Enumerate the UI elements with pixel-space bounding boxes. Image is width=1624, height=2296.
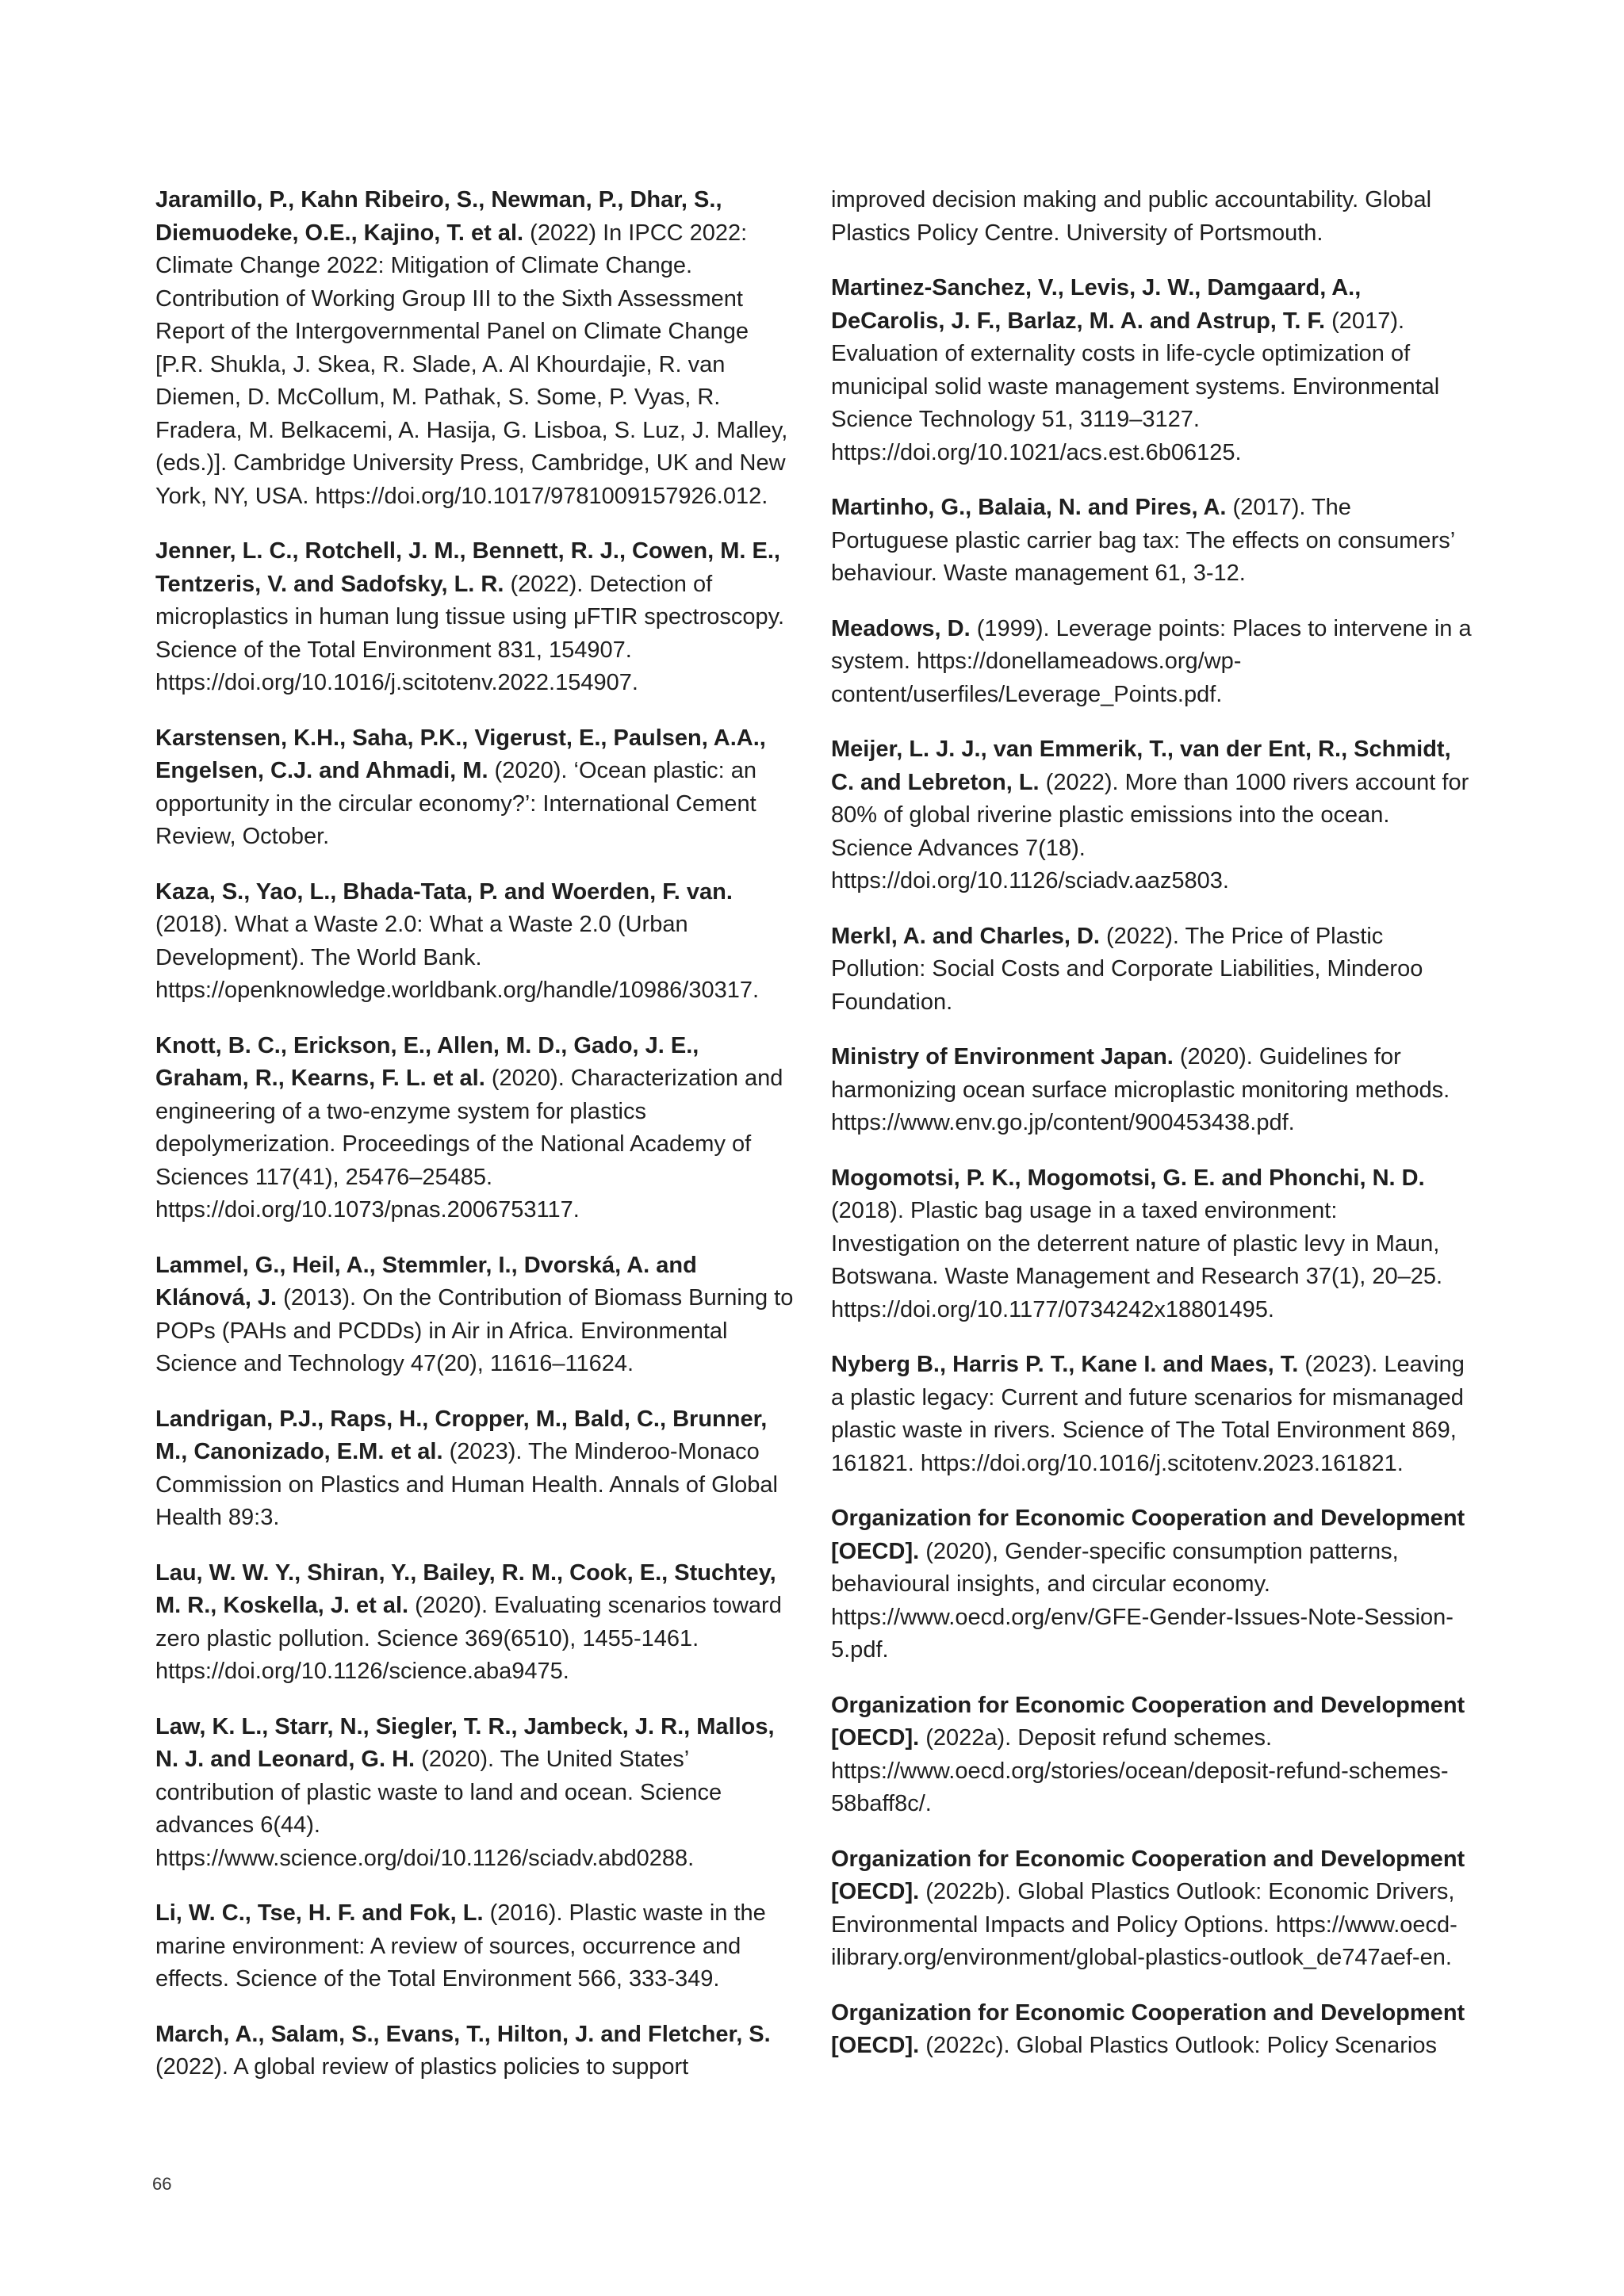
reference-authors: Nyberg B., Harris P. T., Kane I. and Maes, T. xyxy=(831,1352,1299,1377)
reference-entry xyxy=(831,1997,1472,2063)
reference-details: (2020), Gender-specific consumption patterns, behavioural insights, and circular economy. https://www.oecd.org/env/GFE-Gender-Issues-Note-Session-5.pdf. xyxy=(831,1538,1454,1663)
reference-entry xyxy=(155,1030,796,1227)
reference-entry xyxy=(831,184,1472,250)
reference-entry xyxy=(831,1502,1472,1667)
reference-entry xyxy=(155,184,796,513)
reference-entry xyxy=(155,535,796,700)
reference-authors: Organization for Economic Cooperation and Development [OECD]. xyxy=(831,1999,1465,2058)
reference-authors: Merkl, A. and Charles, D. xyxy=(831,923,1100,949)
reference-details: (2017). The Portuguese plastic carrier bag tax: The effects on consumers’ behaviour. Waste management 61, 3-12. xyxy=(831,495,1455,586)
reference-details: (2022c). Global Plastics Outlook: Policy Scenarios xyxy=(919,2033,1437,2058)
reference-authors: March, A., Salam, S., Evans, T., Hilton, J. and Fletcher, S. xyxy=(155,2021,771,2047)
reference-entry xyxy=(155,876,796,1008)
reference-authors: Organization for Economic Cooperation and Development [OECD]. xyxy=(831,1846,1465,1904)
reference-authors: Lau, W. W. Y., Shiran, Y., Bailey, R. M., Cook, E., Stuchtey, M. R., Koskella, J. et al. xyxy=(155,1559,776,1618)
reference-entry xyxy=(155,1897,796,1996)
reference-entry xyxy=(831,1162,1472,1327)
reference-entry xyxy=(831,1843,1472,1975)
reference-entry xyxy=(155,1249,796,1381)
reference-details: (2018). Plastic bag usage in a taxed environment: Investigation on the deterrent nature of plastic levy in Maun, Botswana. Waste Management and Research 37(1), 20–25. https://doi.org/10.1177/0734242x18801495. xyxy=(831,1198,1443,1322)
reference-authors: Li, W. C., Tse, H. F. and Fok, L. xyxy=(155,1900,484,1926)
reference-authors: Jaramillo, P., Kahn Ribeiro, S., Newman, P., Dhar, S., Diemuodeke, O.E., Kajino, T. et al. xyxy=(155,187,722,246)
reference-entry xyxy=(831,272,1472,469)
reference-authors: Karstensen, K.H., Saha, P.K., Vigerust, E., Paulsen, A.A., Engelsen, C.J. and Ahmadi, M. xyxy=(155,725,766,783)
reference-authors: Jenner, L. C., Rotchell, J. M., Bennett, R. J., Cowen, M. E., Tentzeris, V. and Sadofsky, L. R. xyxy=(155,538,780,597)
reference-entry xyxy=(155,1711,796,1876)
reference-entry xyxy=(831,492,1472,591)
reference-authors: Landrigan, P.J., Raps, H., Cropper, M., Bald, C., Brunner, M., Canonizado, E.M. et al. xyxy=(155,1406,768,1464)
reference-entry xyxy=(831,613,1472,712)
reference-entry xyxy=(831,733,1472,898)
reference-authors: Organization for Economic Cooperation and Development [OECD]. xyxy=(831,1692,1465,1751)
reference-details: (2022). The Price of Plastic Pollution: Social Costs and Corporate Liabilities, Minderoo Foundation. xyxy=(831,923,1423,1015)
references-right-column xyxy=(831,184,1472,2085)
references-left-column xyxy=(155,184,796,2107)
reference-details: (2020). ‘Ocean plastic: an opportunity in the circular economy?’: International Cement Review, October. xyxy=(155,758,757,849)
reference-details: (2013). On the Contribution of Biomass Burning to POPs (PAHs and PCDDs) in Air in Africa. Environmental Science and Technology 47(20), 11616–11624. xyxy=(155,1285,794,1376)
reference-entry xyxy=(831,1041,1472,1140)
reference-authors: Ministry of Environment Japan. xyxy=(831,1044,1174,1070)
reference-details: (2020). Characterization and engineering of a two-enzyme system for plastics depolymerization. Proceedings of the National Academy of Sciences 117(41), 25476–25485. https://doi.org/10.1073/pnas.2006753117. xyxy=(155,1066,783,1223)
reference-entry xyxy=(831,1349,1472,1480)
reference-authors: Meadows, D. xyxy=(831,615,971,641)
reference-details: (2023). Leaving a plastic legacy: Current and future scenarios for mismanaged plastic waste in rivers. Science of The Total Environment 869, 161821. https://doi.org/10.1016/j.scitotenv.2023.161821. xyxy=(831,1352,1465,1476)
reference-details: (2016). Plastic waste in the marine environment: A review of sources, occurrence and effects. Science of the Total Environment 566, 333-349. xyxy=(155,1900,766,1992)
reference-entry xyxy=(155,2019,796,2084)
reference-details: (2020). Guidelines for harmonizing ocean surface microplastic monitoring methods. https://www.env.go.jp/content/900453438.pdf. xyxy=(831,1044,1450,1135)
reference-authors: Knott, B. C., Erickson, E., Allen, M. D., Gado, J. E., Graham, R., Kearns, F. L. et al. xyxy=(155,1032,699,1091)
reference-entry xyxy=(155,1403,796,1535)
page-number: 66 xyxy=(152,2174,172,2194)
reference-entry xyxy=(831,920,1472,1020)
reference-authors: Martinho, G., Balaia, N. and Pires, A. xyxy=(831,495,1227,520)
reference-authors: Martinez-Sanchez, V., Levis, J. W., Damgaard, A., DeCarolis, J. F., Barlaz, M. A. and Astrup, T. F. xyxy=(831,275,1362,334)
reference-details: (2022). Detection of microplastics in human lung tissue using μFTIR spectroscopy. Science of the Total Environment 831, 154907. https://doi.org/10.1016/j.scitotenv.2022.154907. xyxy=(155,571,785,695)
reference-authors: Law, K. L., Starr, N., Siegler, T. R., Jambeck, J. R., Mallos, N. J. and Leonard, G. H. xyxy=(155,1713,775,1772)
reference-details: (2022). A global review of plastics policies to support xyxy=(155,2054,689,2080)
reference-details: improved decision making and public accountability. Global Plastics Policy Centre. University of Portsmouth. xyxy=(831,187,1432,246)
reference-authors: Lammel, G., Heil, A., Stemmler, I., Dvorská, A. and Klánová, J. xyxy=(155,1252,697,1311)
reference-details: (2022). More than 1000 rivers account for 80% of global riverine plastic emissions into the ocean. Science Advances 7(18). https://doi.org/10.1126/sciadv.aaz5803. xyxy=(831,769,1469,894)
reference-details: (2018). What a Waste 2.0: What a Waste 2.0 (Urban Development). The World Bank. https://openknowledge.worldbank.org/handle/10986/30317. xyxy=(155,912,760,1003)
reference-details: (2022) In IPCC 2022: Climate Change 2022: Mitigation of Climate Change. Contribution of Working Group III to the Sixth Assessment Report of the Intergovernmental Panel on Climate Change [P.R. Shukla, J. Skea, R. Slade, A. Al Khourdajie, R. van Diemen, D. McCollum, M. Pathak, S. Some, P. Vyas, R. Fradera, M. Belkacemi, A. Hasija, G. Lisboa, S. Luz, J. Malley, (eds.)]. Cambridge University Press, Cambridge, UK and New York, NY, USA. https://doi.org/10.1017/9781009157926.012. xyxy=(155,220,788,509)
reference-details: (2020). The United States’ contribution of plastic waste to land and ocean. Science advances 6(44). https://www.science.org/doi/10.1126/sciadv.abd0288. xyxy=(155,1747,722,1871)
reference-details: (2022b). Global Plastics Outlook: Economic Drivers, Environmental Impacts and Policy Options. https://www.oecd-ilibrary.org/environment/global-plastics-outlook_de747aef-en. xyxy=(831,1879,1457,1970)
reference-entry xyxy=(155,722,796,854)
reference-entry xyxy=(155,1557,796,1689)
reference-authors: Organization for Economic Cooperation and Development [OECD]. xyxy=(831,1506,1465,1564)
reference-details: (2017). Evaluation of externality costs in life-cycle optimization of municipal solid waste management systems. Environmental Science Technology 51, 3119–3127. https://doi.org/10.1021/acs.est.6b06125. xyxy=(831,308,1440,465)
reference-details: (2023). The Minderoo-Monaco Commission on Plastics and Human Health. Annals of Global Health 89:3. xyxy=(155,1439,778,1530)
reference-authors: Mogomotsi, P. K., Mogomotsi, G. E. and Phonchi, N. D. xyxy=(831,1165,1425,1191)
reference-details: (1999). Leverage points: Places to intervene in a system. https://donellameadows.org/wp-content/userfiles/Leverage_Points.pdf. xyxy=(831,615,1472,707)
reference-details: (2020). Evaluating scenarios toward zero plastic pollution. Science 369(6510), 1455-1461. https://doi.org/10.1126/science.aba9475. xyxy=(155,1593,782,1684)
reference-authors: Kaza, S., Yao, L., Bhada-Tata, P. and Woerden, F. van. xyxy=(155,878,733,905)
reference-entry xyxy=(831,1689,1472,1821)
reference-authors: Meijer, L. J. J., van Emmerik, T., van der Ent, R., Schmidt, C. and Lebreton, L. xyxy=(831,737,1451,795)
reference-details: (2022a). Deposit refund schemes. https://www.oecd.org/stories/ocean/deposit-refund-schemes-58baff8c/. xyxy=(831,1725,1449,1816)
